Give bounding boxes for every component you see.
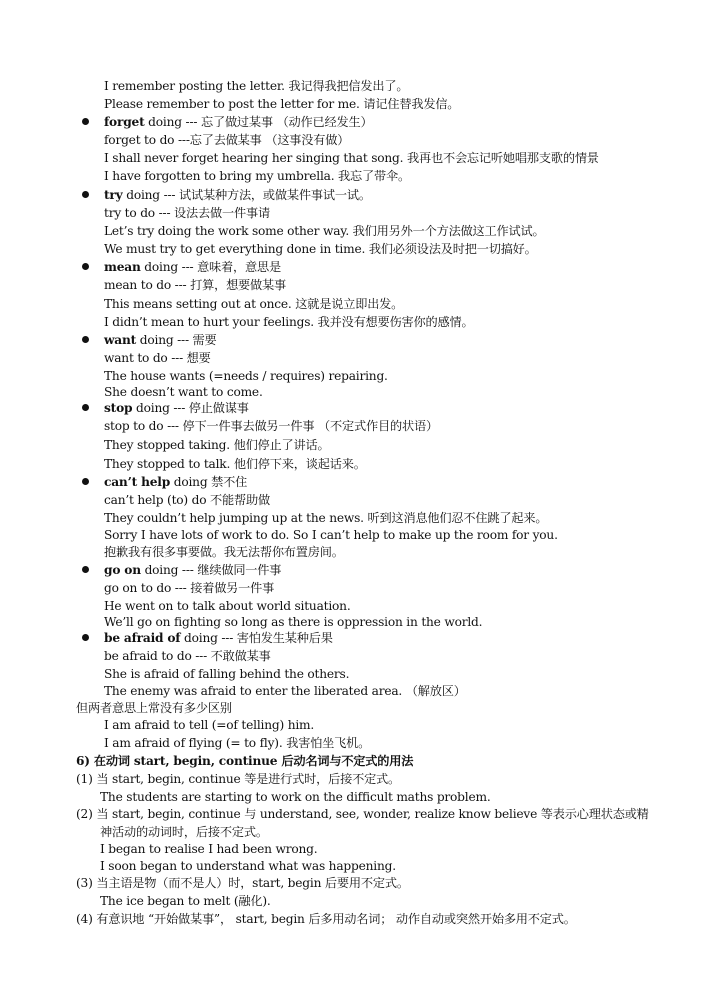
entry-go-on-to-do: go on to do --- 接着做另一件事 [104,581,275,595]
entry-want-doing-text: doing --- 需要 [136,333,217,347]
term-try: try [104,188,123,202]
example-afraid-2: The enemy was afraid to enter the liberated area. （解放区） [104,684,466,698]
term-cant-help: can’t help [104,475,171,489]
term-want: want [104,333,137,347]
entry-try-to-do: try to do --- 设法去做一件事请 [104,206,270,220]
example-afraid-3: I am afraid to tell (=of telling) him. [104,718,315,732]
entry-mean-to-do: mean to do --- 打算，想要做某事 [104,278,287,292]
rule-1-example: The students are starting to work on the difficult maths problem. [100,790,491,804]
example-stop-2: They stopped to talk. 他们停下来，谈起话来。 [104,457,366,471]
entry-afraid-to-do: be afraid to do --- 不敢做某事 [104,649,271,663]
term-go-on: go on [104,563,141,577]
entry-cant-help-doing-text: doing 禁不住 [170,475,248,489]
bullet-icon [82,191,89,198]
example-remember-doing: I remember posting the letter. 我记得我把信发出了。 [104,79,409,93]
example-stop-1: They stopped taking. 他们停止了讲话。 [104,438,330,452]
entry-go-on-doing [104,562,281,578]
example-cant-help-1: They couldn’t help jumping up at the news. 听到这消息他们忍不住跳了起来。 [104,511,548,525]
example-mean-1: This means setting out at once. 这就是说立即出发。 [104,297,404,311]
entry-stop-doing [104,400,249,416]
term-be-afraid-of: be afraid of [104,631,181,645]
example-afraid-4: I am afraid of flying (= to fly). 我害怕坐飞机。 [104,736,371,750]
example-want-1: The house wants (=needs / requires) repairing. [104,369,388,383]
example-go-on-2: We’ll go on fighting so long as there is oppression in the world. [104,615,483,629]
entry-stop-to-do: stop to do --- 停下一件事去做另一件事 （不定式作目的状语） [104,419,438,433]
entry-mean-doing-text: doing --- 意味着，意思是 [140,260,281,274]
example-try-1: Let’s try doing the work some other way. 我们用另外一个方法做这工作试试。 [104,224,545,238]
entry-stop-doing-text: doing --- 停止做谋事 [132,401,249,415]
rule-3-example: The ice began to melt (融化). [100,894,271,908]
example-forget-2: I have forgotten to bring my umbrella. 我忘了带伞。 [104,169,410,183]
note-little-difference: 但两者意思上常没有多少区别 [76,701,232,715]
section-heading-6: 6) 在动词 start, begin, continue 后动名词与不定式的用法 [76,754,414,768]
bullet-icon [82,263,89,270]
entry-try-doing-text: doing --- 试试某种方法，或做某件事试一试。 [122,188,371,202]
entry-want-doing [104,332,217,348]
entry-cant-help-doing [104,474,247,490]
example-mean-2: I didn’t mean to hurt your feelings. 我并没有想要伤害你的感情。 [104,315,474,329]
bullet-icon [82,118,89,125]
entry-mean-doing [104,259,281,275]
rule-2-continued: 神活动的动词时，后接不定式。 [100,825,268,839]
entry-forget-to-do: forget to do ---忘了去做某事 （这事没有做） [104,133,350,147]
rule-1: (1) 当 start, begin, continue 等是进行式时，后接不定式。 [76,772,401,786]
rule-2-example-2: I soon began to understand what was happening. [100,859,396,873]
bullet-icon [82,404,89,411]
bullet-icon [82,478,89,485]
example-remember-to-do: Please remember to post the letter for me. 请记住替我发信。 [104,97,460,111]
example-afraid-1: She is afraid of falling behind the others. [104,667,350,681]
entry-forget-doing-text: doing --- 忘了做过某事 （动作已经发生） [144,115,373,129]
term-stop: stop [104,401,133,415]
rule-2-example-1: I began to realise I had been wrong. [100,842,318,856]
bullet-icon [82,634,89,641]
example-try-2: We must try to get everything done in time. 我们必须设法及时把一切搞好。 [104,242,537,256]
entry-want-to-do: want to do --- 想要 [104,351,211,365]
rule-2: (2) 当 start, begin, continue 与 understand, see, wonder, realize know believe 等表示心理状态或精 [76,807,649,821]
term-forget: forget [104,115,145,129]
term-mean: mean [104,260,141,274]
example-want-2: She doesn’t want to come. [104,385,263,399]
example-cant-help-2-translation: 抱歉我有很多事要做。我无法帮你布置房间。 [104,545,344,559]
entry-forget-doing [104,114,372,130]
entry-go-on-doing-text: doing --- 继续做同一件事 [140,563,282,577]
entry-afraid-of-doing [104,630,333,646]
entry-try-doing [104,187,371,203]
rule-3: (3) 当主语是物（而不是人）时，start, begin 后要用不定式。 [76,876,409,890]
bullet-icon [82,566,89,573]
bullet-icon [82,336,89,343]
entry-afraid-of-doing-text: doing --- 害怕发生某种后果 [180,631,333,645]
rule-4: (4) 有意识地 “开始做某事”， start, begin 后多用动名词； 动作自动或突然开始多用不定式。 [76,912,576,926]
example-forget-1: I shall never forget hearing her singing that song. 我再也不会忘记听她唱那支歌的情景 [104,151,599,165]
example-go-on-1: He went on to talk about world situation. [104,599,351,613]
example-cant-help-2: Sorry I have lots of work to do. So I can’t help to make up the room for you. [104,528,558,542]
entry-cant-help-do: can’t help (to) do 不能帮助做 [104,493,270,507]
